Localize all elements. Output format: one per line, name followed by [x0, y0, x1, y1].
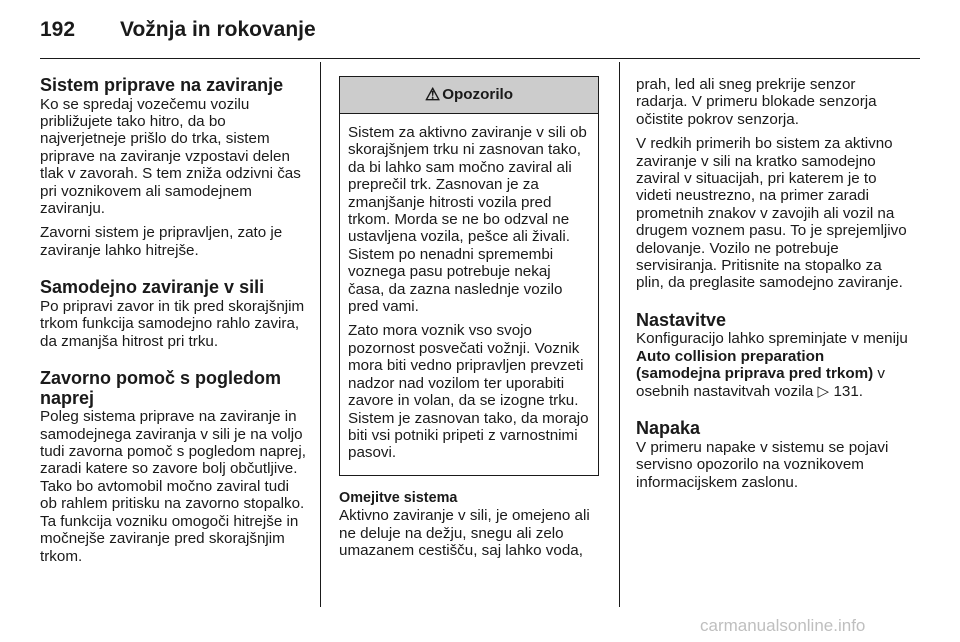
section-heading-brake-assist: Zavorno pomoč s pogledom naprej: [40, 368, 282, 408]
column-right: [636, 76, 908, 498]
page-reference-icon: ▷: [817, 382, 830, 400]
subheading-system-limits: Omejitve sistema: [339, 489, 458, 506]
paragraph: Poleg sistema priprave na zaviranje in samodejnega zaviranja v sili je na voljo tudi zavorna pomoč s pogledom naprej, zaradi katere so zavore bolj občutljive. Tako bo avtomobil močno zaviral tudi ob rahlem pritisku na zavorno stopalko. Ta funkcija vozniku omogoči hitrejše in močnejše zaviranje pred skorajšnjim trkom.: [40, 408, 306, 565]
page-header: [40, 18, 920, 52]
column-middle: [339, 76, 607, 566]
column-left: [40, 76, 308, 572]
warning-triangle-icon: ⚠: [424, 85, 441, 105]
watermark: carmanualsonline.info: [700, 616, 866, 635]
paragraph-settings: Konfiguracijo lahko spreminjate v meniju Auto collision preparation (samodejna priprava pred trkom) v osebnih nastavitvah vozila ▷ 131.: [636, 330, 908, 400]
header-rule: [40, 58, 920, 59]
section-heading-fault: Napaka: [636, 418, 701, 439]
paragraph: V redkih primerih bo sistem za aktivno zaviranje v sili na kratko samodejno zaviral v situacijah, pri katerem je to videti neustrezno, na primer zaradi prometnih znakov v zavojih ali vozil na drugem voznem pasu. To je sprejemljivo delovanje. Vozilo ne potrebuje servisiranja. Pritisnite na stopalko za plin, da preglasite samodejno zaviranje.: [636, 135, 907, 292]
paragraph: prah, led ali sneg prekrije senzor radarja. V primeru blokade senzorja očistite pokrov senzorja.: [636, 76, 877, 128]
page-number: 192: [40, 18, 76, 41]
column-divider-2: [619, 62, 620, 607]
column-divider-1: [320, 62, 321, 607]
warning-box: [339, 76, 599, 476]
page-title: Vožnja in rokovanje: [120, 18, 316, 41]
paragraph: V primeru napake v sistemu se pojavi servisno opozorilo na voznikovem informacijskem zaslonu.: [636, 438, 889, 491]
section-heading-brake-preparation: Sistem priprave na zaviranje: [40, 75, 284, 95]
section-heading-settings: Nastavitve: [636, 309, 727, 330]
section-heading-emergency-braking: Samodejno zaviranje v sili: [40, 277, 265, 298]
menu-path: Auto collision preparation (samodejna priprava pred trkom): [636, 347, 874, 383]
warning-body: [340, 114, 598, 475]
paragraph: Po pripravi zavor in tik pred skorajšnjim trkom funkcija samodejno rahlo zavira, da zmanjša hitrost pri trku.: [40, 297, 305, 350]
paragraph: Aktivno zaviranje v sili, je omejeno ali ne deluje na dežju, snegu ali zelo umazanem cestišču, saj lahko voda,: [339, 507, 590, 559]
warning-title: Opozorilo: [442, 86, 514, 104]
warning-header: [340, 77, 598, 114]
paragraph: Zavorni sistem je pripravljen, zato je zaviranje lahko hitrejše.: [40, 224, 283, 259]
paragraph: Ko se spredaj vozečemu vozilu približujete tako hitro, da bo najverjetneje prišlo do trka, sistem priprave na zaviranje vzpostavi delen tlak v zavorah. S tem zniža odzivni čas pri voznikovem ali samodejnem zaviranju.: [40, 95, 301, 218]
paragraph: Sistem za aktivno zaviranje v sili ob skorajšnjem trku ni zasnovan tako, da bi lahko sam močno zaviral ali preprečil trk. Zasnovan je za zmanjšanje hitrosti vozila pred trkom. Morda se ne bo odzval ne ustavljena vozila, pešce ali živali. Sistem po nenadni spremembi voznega pasu potrebuje nekaj časa, da zazna naslednje vozilo pred vami.: [348, 124, 587, 316]
paragraph: Zato mora voznik vso svojo pozornost posvečati vožnji. Voznik mora biti vedno pripravljen prevzeti nadzor nad vozilom ter uporabiti zavore in volan, da se izogne trku. Sistem je zasnovan tako, da morajo biti vsi potniki pripeti z varnostnimi pasovi.: [348, 322, 589, 462]
page-reference: 131.: [829, 382, 863, 400]
